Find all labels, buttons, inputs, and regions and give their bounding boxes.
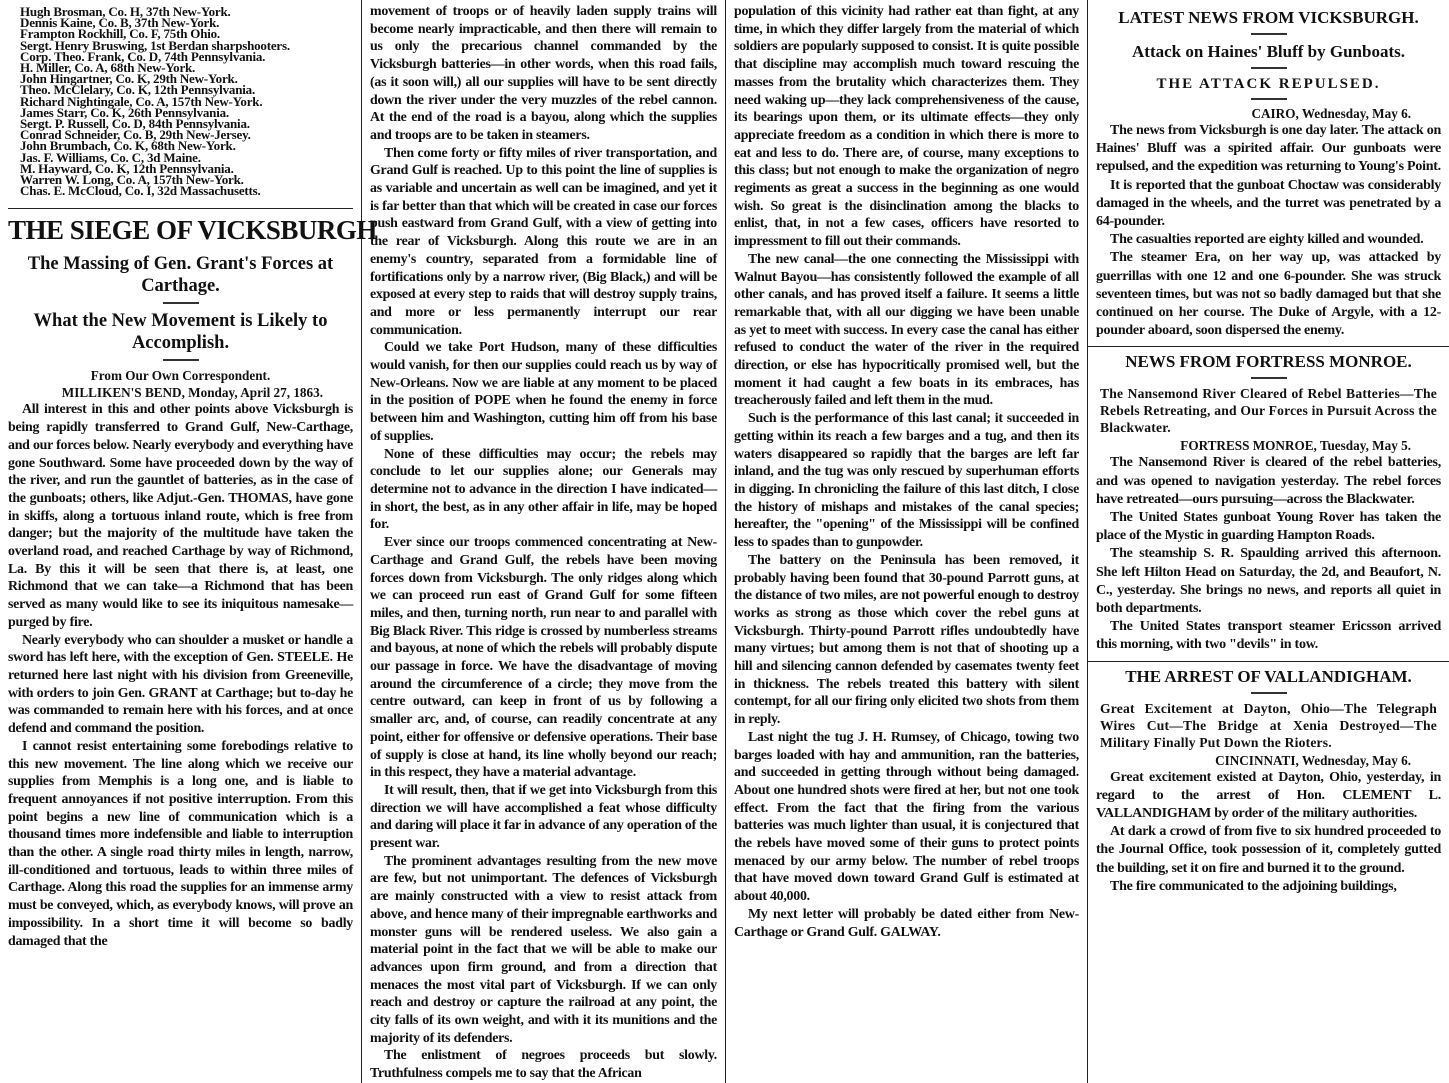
headline: THE SIEGE OF VICKSBURGH: [8, 208, 353, 245]
casualty-list-item: Richard Nightingale, Co. A, 157th New-York.: [20, 93, 263, 109]
column-1: [0, 0, 377, 1083]
correspondent-credit: From Our Own Correspondent.: [90, 368, 271, 384]
casualty-list-item: John Brumbach, Co. K, 68th New-York.: [20, 138, 236, 154]
article-paragraph: The casualties reported are eighty killed and wounded.: [1110, 232, 1424, 248]
headline: THE ARREST OF VALLANDIGHAM.: [1100, 666, 1437, 694]
dateline: MILLIKEN'S BEND, Monday, April 27, 1863.: [61, 385, 323, 401]
article-paragraph: The United States gunboat Young Rover has taken the place of the Mystic in guarding Hampton Roads.: [1096, 510, 1441, 544]
column-rule: [1088, 661, 1449, 662]
article-paragraph: I cannot resist entertaining some forebodings relative to this new movement. The line along which we receive our supplies from Memphis is a long one, and is liable to frequent annoyances if not positive interruption. From this point begins a new line of communication which is a thousand times more indefensible and liable to interruption than the other. A single road thirty miles in length, narrow, ill-conditioned and tortuous, leads to within three miles of Carthage. Along this road the supplies for an immense army must be conveyed, which, as everybody knows, will prove an impossibility. In a short time it will become so badly damaged that the: [8, 738, 353, 949]
casualty-list-item: Theo. McClelary, Co. K, 12th Pennsylvania.: [20, 82, 255, 98]
article-paragraph: Nearly everybody who can shoulder a musket or handle a sword has left here, with the exception of Gen. STEELE. He returned here last night with his division from Greeneville, with orders to join Gen. GRANT at Carthage; but to-day he was commanded to remain here with his forces, and at once defend and command the position.: [8, 632, 353, 737]
article-paragraph: The prominent advantages resulting from the new move are few, but not unimportant. The defences of Vicksburgh are mainly constructed with a view to resist attack from above, and hence many of their impregnable earthworks and monster guns will be rendered useless. We also gain a material point in the fact that we will be able to make our advances upon firm ground, and from a direction that menaces the most vital part of Vicksburgh. If we can only reach and destroy or capture the railroad at any point, the city falls of its own weight, and with it its munitions and the majority of its defenders.: [370, 853, 717, 1046]
casualty-list-item: Conrad Schneider, Co. B, 29th New-Jersey.: [20, 127, 251, 143]
casualty-list-item: M. Hayward, Co. K, 12th Pennsylvania.: [20, 160, 234, 176]
article-paragraph: Great excitement existed at Dayton, Ohio, yesterday, in regard to the arrest of Hon. CLEMENT L. VALLANDIGHAM by order of the military authorities.: [1096, 769, 1441, 822]
casualty-list-item: John Hingartner, Co. K, 29th New-York.: [20, 71, 238, 87]
article-paragraph: The fire communicated to the adjoining buildings,: [1110, 878, 1397, 894]
casualty-list-item: Dennis Kaine, Co. B, 37th New-York.: [20, 15, 220, 31]
dateline: CINCINNATI, Wednesday, May 6.: [1215, 752, 1411, 768]
article-paragraph: movement of troops or of heavily laden supply trains will become nearly impracticable, and then there will remain to us only the precarious channel commanded by the Vicksburgh batteries—in other words, when this road fails, (as it soon will,) all our supplies will have to be sent directly down the river under the very muzzles of the rebel cannon. At the end of the road is a bayou, along which the supplies and troops are to be taken in steamers.: [370, 4, 717, 143]
article-paragraph: Then come forty or fifty miles of river transportation, and Grand Gulf is reached. Up to this point the line of supplies is as variable and uncertain as well can be imagined, and yet it is far better than that which will be created in case our forces push eastward from Grand Gulf, with a view of getting into the rear of Vicksburgh. Along this route we are in an enemy's country, separated from a formidable line of fortifications only by a narrow river, (Big Black,) and will be exposed at every step to raids that will destroy supply trains, and more or less permanently interrupt our rear communication.: [370, 145, 717, 338]
article-paragraph: The Nansemond River is cleared of the rebel batteries, and was opened to navigation yesterday. The rebel forces have retreated—ours pursuing—across the Blackwater.: [1096, 455, 1441, 507]
article-paragraph: The battery on the Peninsula has been removed, it probably having been found that 30-pound Parrott guns, at the distance of two miles, are not powerful enough to destroy works as strong as those which cover the rebel guns at Vicksburgh. Thirty-pound Parrott rifles undoubtedly have many virtues; but among them is not that of shooting up a hill and silencing cannon defended by casemates twenty feet in thickness. The rebels treated this battery with silent contempt, for all our firing only elicited two shots from them in reply.: [734, 552, 1079, 728]
column-3: [726, 0, 1088, 1083]
article-paragraph: None of these difficulties may occur; the rebels may conclude to let our supplies alone; our Generals may determine not to advance in the direction I have indicated—in short, the best, as in any other affair in life, may be hoped for.: [370, 446, 717, 533]
dateline: FORTRESS MONROE, Tuesday, May 5.: [1180, 438, 1411, 454]
headline: NEWS FROM FORTRESS MONROE.: [1100, 351, 1437, 379]
article-paragraph: Ever since our troops commenced concentrating at New-Carthage and Grand Gulf, the rebels have been moving forces down from Vicksburgh. The only ridges along which we can proceed run east of Grand Gulf for some fifteen miles, and then, turning north, run near to and parallel with Big Black River. This ridge is crossed by numberless streams and bayous, at none of which the rebels will probably dispute our passage in force. We have the disadvantage of moving around the circumference of a circle; they move from the centre outward, can keep in front of us by following a smaller arc, and, of course, can readily concentrate at any point, either for offensive or defensive operations. Their base of supply is close at hand, its line wholly beyond our reach; in this respect, they have a material advantage.: [370, 535, 717, 781]
casualty-list-item: Corp. Theo. Frank, Co. D, 74th Pennsylvania.: [20, 48, 266, 64]
headline-deck: Great Excitement at Dayton, Ohio—The Telegraph Wires Cut—The Bridge at Xenia Destroyed—The Military Finally Put Down the Rioters.: [1100, 700, 1437, 750]
casualty-list-item: James Starr, Co. K, 26th Pennsylvania.: [20, 104, 229, 120]
article-paragraph: It will result, then, that if we get into Vicksburgh from this direction we will have accomplished a feat whose difficulty and daring will place it far in advance of any operation of the present war.: [370, 782, 717, 852]
column-4: [1088, 0, 1449, 1083]
casualty-list-item: Sergt. Henry Bruswing, 1st Berdan sharpshooters.: [20, 37, 290, 53]
casualty-list-item: Frampton Rockhill, Co. F, 75th Ohio.: [20, 26, 220, 42]
subheadline: What the New Movement is Likely to Accomplish.: [8, 310, 353, 361]
casualty-list-item: Warren W. Long, Co. A, 157th New-York.: [20, 172, 244, 188]
casualty-list-item: H. Miller, Co. A, 68th New-York.: [20, 60, 196, 76]
subheadline: THE ATTACK REPULSED.: [1096, 75, 1441, 100]
dateline: CAIRO, Wednesday, May 6.: [1251, 106, 1411, 121]
article-paragraph: Such is the performance of this last canal; it succeeded in getting within its reach a few barges and a tug, and then its waters disappeared so rapidly that the barges are left far inland, and the tug was only rescued by superhuman efforts in digging. In chronicling the failure of this last ditch, I close the history of mishaps and mistakes of the canal species; hereafter, the "opening" of the Mississippi will be confined less to spades than to gunpowder.: [734, 411, 1079, 551]
headline: LATEST NEWS FROM VICKSBURGH.: [1100, 7, 1437, 35]
article-paragraph: My next letter will probably be dated either from New-Carthage or Grand Gulf. GALWAY.: [734, 906, 1079, 940]
casualty-list-item: Jas. F. Williams, Co. C, 3d Maine.: [20, 149, 201, 165]
casualty-list-item: Sergt. P. Russell, Co. D, 84th Pennsylvania.: [20, 116, 250, 132]
article-paragraph: It is reported that the gunboat Choctaw was considerably damaged in the wheels, and the turret was penetrated by a 64-pounder.: [1096, 177, 1441, 230]
article-paragraph: The news from Vicksburgh is one day later. The attack on Haines' Bluff was a spirited affair. Our gunboats were repulsed, and the expedition was returning to Young's Point.: [1096, 123, 1441, 175]
article-paragraph: At dark a crowd of from five to six hundred proceeded to the Journal Office, took possession of it, completely gutted the building, set it on fire and burned it to the ground.: [1096, 824, 1441, 876]
headline: Attack on Haines' Bluff by Gunboats.: [1100, 41, 1437, 69]
article-paragraph: The steamship S. R. Spaulding arrived this afternoon. She left Hilton Head on Saturday, the 2d, and Beaufort, N. C., yesterday. She brings no news, and reports all quiet in both departments.: [1096, 546, 1441, 617]
article-paragraph: population of this vicinity had rather eat than fight, at any time, in which they differ largely from the material of which soldiers are popularly supposed to consist. It is quite possible that discipline may accomplish much toward rescuing the masses from the brutality which characterizes them. They need waking up—they lack comprehensiveness of the cause, its bearings upon them, or its ultimate effects—they only appreciate freedom as a condition in which there is more to eat and less to do. There are, of course, many exceptions to this class; but not enough to make the organization of negro regiments as great a success in the beginning as one would wish. So great is the disinclination among the blacks to enlist, that, in not a few cases, officers have resorted to impressment to fill out their commands.: [734, 4, 1079, 250]
article-paragraph: The enlistment of negroes proceeds but slowly. Truthfulness compels me to say that the African: [370, 1048, 717, 1082]
article-paragraph: Could we take Port Hudson, many of these difficulties would vanish, for then our supplies could reach us by way of New-Orleans. Now we are liable at any moment to be placed in the position of POPE when he found the enemy in force between him and Washington, cutting him off from his base of supplies.: [370, 340, 717, 444]
article-paragraph: All interest in this and other points above Vicksburgh is being rapidly transferred to Grand Gulf, New-Carthage, and our forces below. Nearly everybody and everything have gone Southward. Some have proceeded down by the way of the river, and run the gauntlet of batteries, as in the case of the gunboats; others, like Adjut.-Gen. THOMAS, have gone in skiffs, along a tortuous inland route, which is free from danger; but the majority of the multitude have taken the overland road, and reached Carthage by way of Richmond, La. By this it will be seen that there is, at least, one Richmond that we can take—a Richmond that has been served as many would like to see its iniquitous namesake—purged by fire.: [8, 402, 353, 630]
article-paragraph: The steamer Era, on her way up, was attacked by guerrillas with one 12 and one 6-pounder. She was struck seventeen times, but was not so badly damaged but that she continued on her course. The Duke of Argyle, with a 12-pounder aboard, soon dispersed the enemy.: [1096, 250, 1441, 339]
article-paragraph: The United States transport steamer Ericsson arrived this morning, with two "devils" in tow.: [1096, 619, 1441, 653]
article-paragraph: The new canal—the one connecting the Mississippi with Walnut Bayou—has consistently followed the example of all other canals, and has proved itself a failure. It seems a little remarkable that, with all our digging we have been unable as yet to meet with success. In every case the canal has either refused to conduct the water of the river in the required direction, or else has hypocritically promised well, but the moment it had caught a few boats in its embraces, has treacherously failed and left them in the mud.: [734, 251, 1079, 409]
casualty-list-item: Hugh Brosman, Co. H, 37th New-York.: [20, 4, 231, 19]
column-2: [362, 0, 726, 1083]
casualty-list-item: Chas. E. McCloud, Co. I, 32d Massachusetts.: [20, 183, 261, 199]
casualty-list: [20, 4, 353, 199]
headline-deck: The Nansemond River Cleared of Rebel Batteries—The Rebels Retreating, and Our Forces in Pursuit Across the Blackwater.: [1100, 386, 1437, 436]
article-paragraph: Last night the tug J. H. Rumsey, of Chicago, towing two barges loaded with hay and ammunition, ran the batteries, and succeeded in getting through without being damaged. About one hundred shots were fired at her, but not one took effect. From the fact that the firing from the various batteries was much lighter than usual, it is conjectured that the rebels have moved some of their guns to protect points menaced by our army below. The number of rebel troops that have moved down toward Grand Gulf is estimated at about 40,000.: [734, 729, 1079, 905]
subheadline: The Massing of Gen. Grant's Forces at Carthage.: [8, 253, 353, 304]
column-rule: [1088, 346, 1449, 347]
